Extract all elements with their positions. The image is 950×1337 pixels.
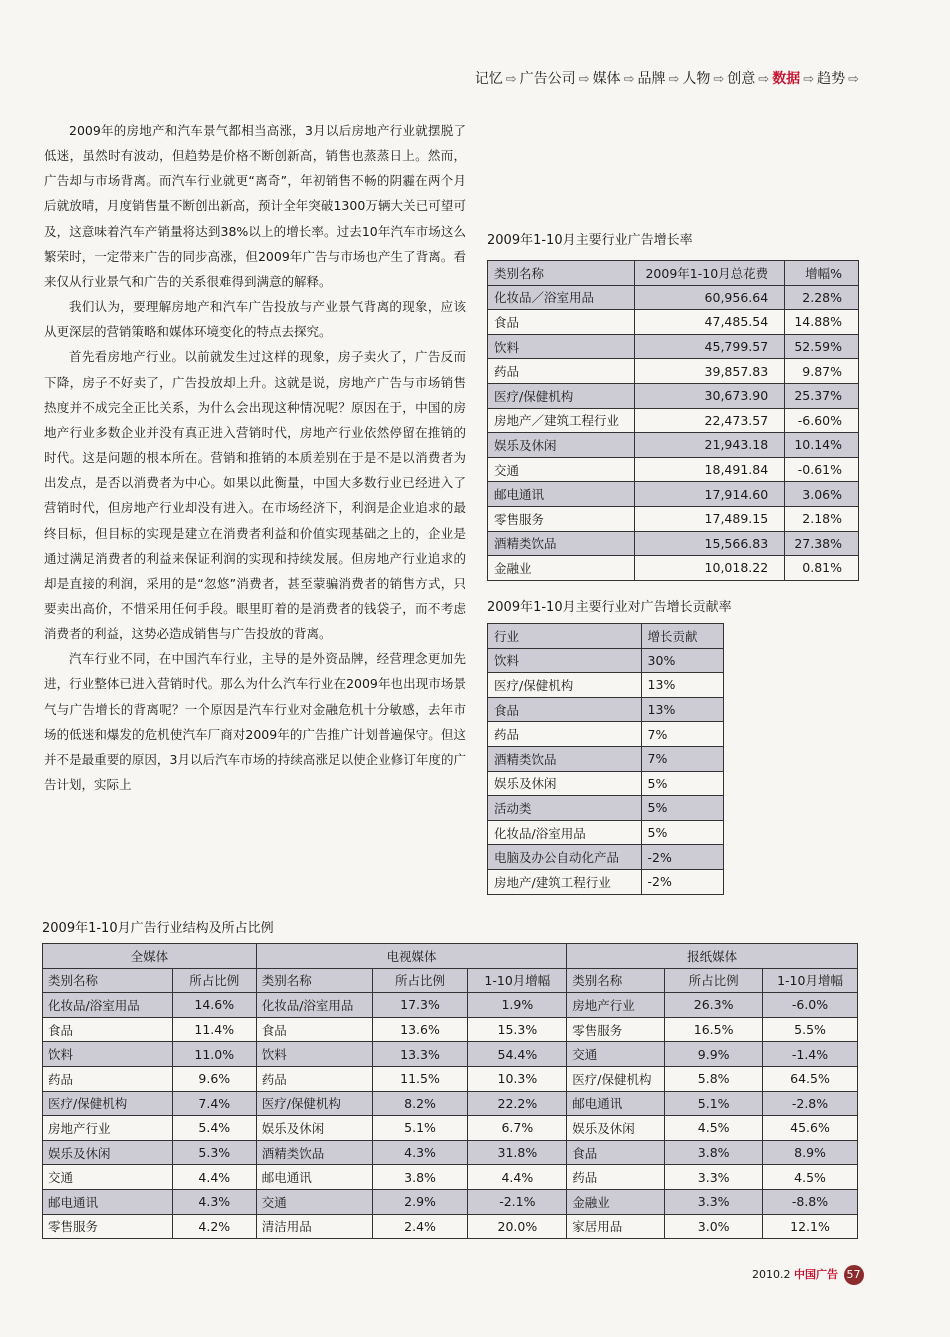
table-cell: 药品 xyxy=(488,359,635,384)
arrow-right-icon: ⇨ xyxy=(578,72,590,87)
table1-caption: 2009年1-10月主要行业广告增长率 xyxy=(487,233,693,248)
section-breadcrumb xyxy=(475,68,862,88)
table-cell: 52.59% xyxy=(785,334,859,359)
table-cell: 活动类 xyxy=(488,796,642,821)
magazine-logo: 中国广告 xyxy=(794,1268,838,1281)
table-cell: 9.87% xyxy=(785,359,859,384)
table-cell: 5.8% xyxy=(665,1066,763,1091)
table-cell: 交通 xyxy=(488,457,635,482)
column-header: 所占比例 xyxy=(372,968,468,993)
table-cell: 药品 xyxy=(488,722,642,747)
table-row xyxy=(43,1091,858,1116)
table-row xyxy=(43,1042,858,1067)
table-cell: 7% xyxy=(641,722,723,747)
table-cell: 21,943.18 xyxy=(635,433,785,458)
table-cell: -8.8% xyxy=(763,1189,858,1214)
table-cell: 18,491.84 xyxy=(635,457,785,482)
table-cell: 零售服务 xyxy=(488,506,635,531)
table-cell: 医疗/保健机构 xyxy=(488,673,642,698)
table-cell: 39,857.83 xyxy=(635,359,785,384)
table-cell: 2.28% xyxy=(785,285,859,310)
table-cell: 4.2% xyxy=(172,1214,256,1239)
table-cell: 3.06% xyxy=(785,482,859,507)
table-cell: 5.3% xyxy=(172,1140,256,1165)
table-row xyxy=(488,457,859,482)
arrow-right-icon: ⇨ xyxy=(713,72,725,87)
table-cell: 医疗/保健机构 xyxy=(256,1091,372,1116)
column-header: 2009年1-10月总花费 xyxy=(635,261,785,286)
column-header: 类别名称 xyxy=(43,968,173,993)
table-cell: -0.61% xyxy=(785,457,859,482)
table-cell: 8.9% xyxy=(763,1140,858,1165)
table-cell: 化妆品/浴室用品 xyxy=(256,993,372,1018)
table-cell: 7% xyxy=(641,746,723,771)
table2-caption: 2009年1-10月主要行业对广告增长贡献率 xyxy=(487,600,732,615)
nav-item-people: 人物 xyxy=(682,71,711,87)
table-row xyxy=(488,383,859,408)
table-cell: 4.4% xyxy=(172,1165,256,1190)
table-cell: 零售服务 xyxy=(43,1214,173,1239)
table-row xyxy=(488,796,724,821)
table-row xyxy=(488,673,724,698)
column-header: 增长贡献 xyxy=(641,624,723,649)
table-row xyxy=(43,1066,858,1091)
table-row xyxy=(43,1017,858,1042)
table-cell: 7.4% xyxy=(172,1091,256,1116)
article-paragraph: 我们认为，要理解房地产和汽车广告投放与产业景气背离的现象，应该从更深层的营销策略和媒体环境变化的特点去探究。 xyxy=(44,299,466,340)
table-cell: 交通 xyxy=(567,1042,665,1067)
table-cell: 邮电通讯 xyxy=(43,1189,173,1214)
table-cell: 5% xyxy=(641,820,723,845)
table-cell: 药品 xyxy=(256,1066,372,1091)
table-cell: 13.3% xyxy=(372,1042,468,1067)
table-cell: 54.4% xyxy=(468,1042,567,1067)
table-cell: 房地产／建筑工程行业 xyxy=(488,408,635,433)
arrow-right-icon: ⇨ xyxy=(758,72,770,87)
table-row xyxy=(488,506,859,531)
nav-item-creative: 创意 xyxy=(727,71,756,87)
column-header: 类别名称 xyxy=(567,968,665,993)
table-cell: 4.3% xyxy=(372,1140,468,1165)
table-cell: 娱乐及休闲 xyxy=(256,1116,372,1141)
table-cell: 25.37% xyxy=(785,383,859,408)
table-cell: 食品 xyxy=(488,697,642,722)
table-row xyxy=(43,1214,858,1239)
table-cell: 饮料 xyxy=(43,1042,173,1067)
table-cell: -2% xyxy=(641,869,723,894)
page-number: 57 xyxy=(844,1265,864,1285)
table-cell: 10.3% xyxy=(468,1066,567,1091)
table-cell: 食品 xyxy=(567,1140,665,1165)
table-cell: 17,914.60 xyxy=(635,482,785,507)
table-cell: 2.4% xyxy=(372,1214,468,1239)
table-cell: 药品 xyxy=(43,1066,173,1091)
column-header: 增幅% xyxy=(785,261,859,286)
table-cell: 3.3% xyxy=(665,1189,763,1214)
table-cell: 22.2% xyxy=(468,1091,567,1116)
nav-item-data-active: 数据 xyxy=(772,71,801,87)
table-cell: 10.14% xyxy=(785,433,859,458)
table-cell: -6.60% xyxy=(785,408,859,433)
table-row xyxy=(488,845,724,870)
table-cell: 6.7% xyxy=(468,1116,567,1141)
table-cell: 13.6% xyxy=(372,1017,468,1042)
table-cell: 45.6% xyxy=(763,1116,858,1141)
table-cell: 邮电通讯 xyxy=(567,1091,665,1116)
article-paragraph: 汽车行业不同，在中国汽车行业，主导的是外资品牌，经营理念更加先进，行业整体已进入营销时代。那么为什么汽车行业在2009年也出现市场景气与广告增长的背离呢？一个原因是汽车行业对金融危机十分敏感，去年市场的低迷和爆发的危机使汽车厂商对2009年的广告推广计划普遍保守。但这并不是最重要的原因，3月以后汽车市场的持续高涨足以使企业修订年度的广告计划，实际上 xyxy=(44,651,466,793)
table-cell: 30% xyxy=(641,648,723,673)
table-cell: 饮料 xyxy=(488,334,635,359)
column-header: 1-10月增幅 xyxy=(468,968,567,993)
table-cell: 金融业 xyxy=(567,1189,665,1214)
table-cell: 9.6% xyxy=(172,1066,256,1091)
nav-item-brand: 品牌 xyxy=(637,71,666,87)
table-row xyxy=(43,1116,858,1141)
table-cell: 邮电通讯 xyxy=(488,482,635,507)
table-cell: 5.4% xyxy=(172,1116,256,1141)
nav-item-media: 媒体 xyxy=(592,71,621,87)
table-cell: 11.0% xyxy=(172,1042,256,1067)
table-row xyxy=(488,310,859,335)
nav-item-agency: 广告公司 xyxy=(519,71,576,87)
table-cell: 邮电通讯 xyxy=(256,1165,372,1190)
table-cell: 酒精类饮品 xyxy=(256,1140,372,1165)
table-cell: 5% xyxy=(641,771,723,796)
column-header: 类别名称 xyxy=(488,261,635,286)
arrow-right-icon: ⇨ xyxy=(668,72,680,87)
table-row xyxy=(43,1140,858,1165)
table-cell: 3.0% xyxy=(665,1214,763,1239)
table-cell: 9.9% xyxy=(665,1042,763,1067)
arrow-right-icon: ⇨ xyxy=(623,72,635,87)
table-cell: 17,489.15 xyxy=(635,506,785,531)
table-cell: 8.2% xyxy=(372,1091,468,1116)
table-header-row xyxy=(488,261,859,286)
table-cell: 4.4% xyxy=(468,1165,567,1190)
table-cell: -1.4% xyxy=(763,1042,858,1067)
table-cell: 16.5% xyxy=(665,1017,763,1042)
table-cell: 家居用品 xyxy=(567,1214,665,1239)
table-cell: 12.1% xyxy=(763,1214,858,1239)
table-cell: 化妆品／浴室用品 xyxy=(488,285,635,310)
media-group-row xyxy=(43,944,858,969)
table-row xyxy=(488,433,859,458)
table-header-row xyxy=(43,968,858,993)
table-cell: 11.5% xyxy=(372,1066,468,1091)
table-row xyxy=(43,1189,858,1214)
table-cell: 房地产行业 xyxy=(567,993,665,1018)
table-row xyxy=(488,285,859,310)
table-cell: 3.3% xyxy=(665,1165,763,1190)
table-row xyxy=(488,869,724,894)
table-cell: 房地产行业 xyxy=(43,1116,173,1141)
table-cell: 3.8% xyxy=(372,1165,468,1190)
table-cell: 14.88% xyxy=(785,310,859,335)
table-cell: 电脑及办公自动化产品 xyxy=(488,845,642,870)
table-cell: 饮料 xyxy=(256,1042,372,1067)
table-cell: -2.1% xyxy=(468,1189,567,1214)
table-row xyxy=(488,648,724,673)
table-cell: 娱乐及休闲 xyxy=(488,433,635,458)
table-row xyxy=(488,771,724,796)
table-cell: 22,473.57 xyxy=(635,408,785,433)
media-group-header: 电视媒体 xyxy=(256,944,567,969)
table-row xyxy=(488,722,724,747)
contribution-table xyxy=(487,623,724,895)
table-row xyxy=(488,697,724,722)
table-cell: 交通 xyxy=(256,1189,372,1214)
table-cell: 26.3% xyxy=(665,993,763,1018)
table3-caption: 2009年1-10月广告行业结构及所占比例 xyxy=(42,921,274,936)
table-cell: 化妆品/浴室用品 xyxy=(488,820,642,845)
table-cell: 15.3% xyxy=(468,1017,567,1042)
table-cell: 11.4% xyxy=(172,1017,256,1042)
column-header: 所占比例 xyxy=(665,968,763,993)
table-cell: 饮料 xyxy=(488,648,642,673)
table-cell: 31.8% xyxy=(468,1140,567,1165)
table-cell: 13% xyxy=(641,673,723,698)
column-header: 所占比例 xyxy=(172,968,256,993)
column-header: 1-10月增幅 xyxy=(763,968,858,993)
arrow-right-icon: ⇨ xyxy=(848,72,859,87)
table-cell: 30,673.90 xyxy=(635,383,785,408)
table-cell: 食品 xyxy=(256,1017,372,1042)
table-cell: 娱乐及休闲 xyxy=(488,771,642,796)
table-header-row xyxy=(488,624,724,649)
nav-item-memory: 记忆 xyxy=(474,71,503,87)
table-cell: 4.5% xyxy=(763,1165,858,1190)
growth-rate-table xyxy=(487,260,859,581)
table-cell: 15,566.83 xyxy=(635,531,785,556)
table-cell: 医疗/保健机构 xyxy=(567,1066,665,1091)
table-cell: 10,018.22 xyxy=(635,556,785,581)
table-cell: 0.81% xyxy=(785,556,859,581)
table-cell: 13% xyxy=(641,697,723,722)
table-cell: 医疗/保健机构 xyxy=(488,383,635,408)
table-cell: 5.5% xyxy=(763,1017,858,1042)
table-cell: 房地产/建筑工程行业 xyxy=(488,869,642,894)
table-cell: 4.3% xyxy=(172,1189,256,1214)
article-paragraph: 2009年的房地产和汽车景气都相当高涨，3月以后房地产行业就摆脱了低迷，虽然时有波动，但趋势是价格不断创新高，销售也蒸蒸日上。然而，广告却与市场背离。而汽车行业就更“离奇”，年初销售不畅的阴霾在两个月后就放晴，月度销售量不断创出新高，预计全年突破1300万辆大关已可望可及，这意味着汽车产销量将达到38%以上的增长率。过去10年汽车市场这么繁荣时，一定带来广告的同步高涨，但2009年广告与市场也产生了背离。看来仅从行业景气和广告的关系很难得到满意的解释。 xyxy=(44,123,466,289)
table-cell: 食品 xyxy=(43,1017,173,1042)
table-cell: 金融业 xyxy=(488,556,635,581)
industry-structure-table xyxy=(42,943,858,1239)
media-group-header: 报纸媒体 xyxy=(567,944,858,969)
table-cell: 1.9% xyxy=(468,993,567,1018)
table-row xyxy=(488,408,859,433)
column-header: 行业 xyxy=(488,624,642,649)
table-cell: 17.3% xyxy=(372,993,468,1018)
table-cell: 45,799.57 xyxy=(635,334,785,359)
page-footer xyxy=(752,1265,864,1285)
table-cell: 5.1% xyxy=(665,1091,763,1116)
table-row xyxy=(488,746,724,771)
table-cell: -2% xyxy=(641,845,723,870)
table-cell: 交通 xyxy=(43,1165,173,1190)
table-row xyxy=(488,820,724,845)
issue-number: 2010.2 xyxy=(752,1268,791,1281)
table-row xyxy=(488,556,859,581)
table-cell: 食品 xyxy=(488,310,635,335)
table-cell: 5.1% xyxy=(372,1116,468,1141)
table-cell: 医疗/保健机构 xyxy=(43,1091,173,1116)
column-header: 类别名称 xyxy=(256,968,372,993)
table-row xyxy=(488,334,859,359)
nav-item-trend: 趋势 xyxy=(817,71,846,87)
table-cell: 药品 xyxy=(567,1165,665,1190)
table-row xyxy=(43,993,858,1018)
article-body xyxy=(44,118,466,797)
table-cell: 2.9% xyxy=(372,1189,468,1214)
table-row xyxy=(488,359,859,384)
table-cell: -6.0% xyxy=(763,993,858,1018)
table-cell: 清洁用品 xyxy=(256,1214,372,1239)
table-cell: 47,485.54 xyxy=(635,310,785,335)
table-cell: 27.38% xyxy=(785,531,859,556)
table-cell: 20.0% xyxy=(468,1214,567,1239)
table-row xyxy=(488,531,859,556)
arrow-right-icon: ⇨ xyxy=(505,72,517,87)
media-group-header: 全媒体 xyxy=(43,944,257,969)
table-cell: 3.8% xyxy=(665,1140,763,1165)
table-cell: 5% xyxy=(641,796,723,821)
arrow-right-icon: ⇨ xyxy=(803,72,815,87)
table-row xyxy=(43,1165,858,1190)
table-cell: 14.6% xyxy=(172,993,256,1018)
table-cell: 化妆品/浴室用品 xyxy=(43,993,173,1018)
table-cell: 零售服务 xyxy=(567,1017,665,1042)
article-paragraph: 首先看房地产行业。以前就发生过这样的现象，房子卖火了，广告反而下降，房子不好卖了，广告投放却上升。这就是说，房地产广告与市场销售热度并不成完全正比关系，为什么会出现这种情况呢？原因在于，中国的房地产行业多数企业并没有真正进入营销时代，房地产行业依然停留在推销的时代。这是问题的根本所在。营销和推销的本质差别在于是不是以消费者为出发点，是否以消费者为中心。如果以此衡量，中国大多数行业已经进入了营销时代，但房地产行业却没有进入。在市场经济下，利润是企业追求的最终目标，但目标的实现是建立在消费者利益和价值实现基础之上的，企业是通过满足消费者的利益来保证利润的实现和持续发展。但房地产行业追求的却是直接的利润，采用的是“忽悠”消费者，甚至蒙骗消费者的销售方式，只要卖出高价，不惜采用任何手段。眼里盯着的是消费者的钱袋子，而不考虑消费者的利益，这势必造成销售与广告投放的背离。 xyxy=(44,349,466,642)
table-row xyxy=(488,482,859,507)
table-cell: 60,956.64 xyxy=(635,285,785,310)
table-cell: 娱乐及休闲 xyxy=(567,1116,665,1141)
table-cell: -2.8% xyxy=(763,1091,858,1116)
table-cell: 娱乐及休闲 xyxy=(43,1140,173,1165)
table-cell: 64.5% xyxy=(763,1066,858,1091)
table-cell: 酒精类饮品 xyxy=(488,746,642,771)
table-cell: 4.5% xyxy=(665,1116,763,1141)
table-cell: 酒精类饮品 xyxy=(488,531,635,556)
table-cell: 2.18% xyxy=(785,506,859,531)
